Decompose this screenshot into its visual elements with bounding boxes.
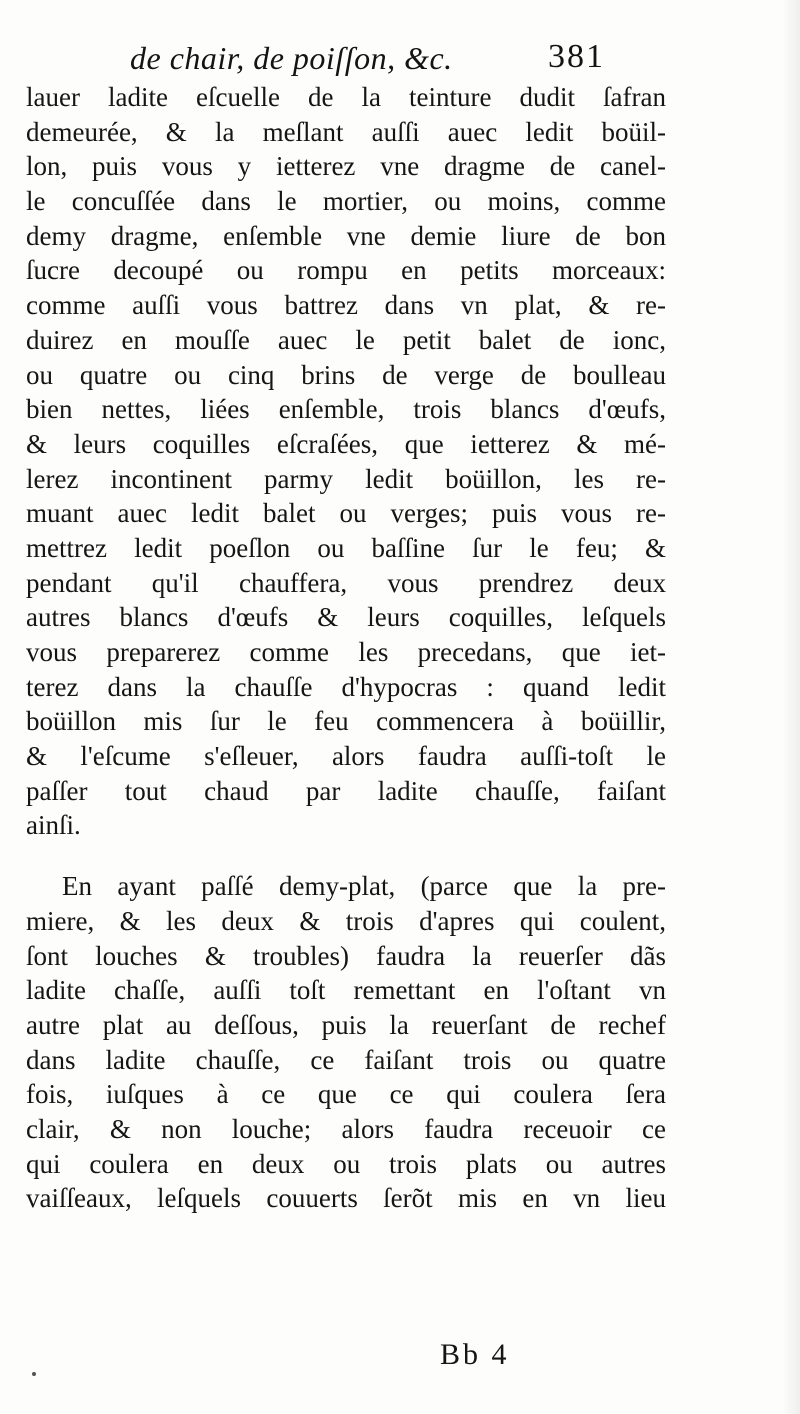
text-line: muant auec ledit balet ou verges; puis vous re-	[26, 498, 666, 529]
text-line: autres blancs d'œufs & leurs coquilles, leſquels	[26, 602, 666, 633]
ink-speck	[32, 1372, 36, 1376]
text-line: ſucre decoupé ou rompu en petits morceaux:	[26, 255, 666, 286]
text-line: duirez en mouſſe auec le petit balet de ionc,	[26, 324, 666, 355]
text-line: ſont louches & troubles) faudra la reuerſer dãs	[26, 940, 666, 971]
text-line: demy dragme, enſemble vne demie liure de bon	[26, 220, 666, 251]
text-line: pendant qu'il chauffera, vous prendrez deux	[26, 567, 666, 598]
text-line: bien nettes, liées enſemble, trois blancs d'œufs,	[26, 394, 666, 425]
text-line: vous preparerez comme les precedans, que iet-	[26, 637, 666, 667]
text-line: boüillon mis ſur le feu commencera à boüillir,	[26, 706, 666, 737]
text-line: lauer ladite eſcuelle de la teinture dudit ſafran	[26, 82, 666, 112]
text-line: autre plat au deſſous, puis la reuerſant de rechef	[26, 1009, 666, 1040]
body-text	[26, 80, 666, 1216]
text-line: ladite chaſſe, auſſi toſt remettant en l'oſtant vn	[26, 975, 666, 1006]
text-line: qui coulera en deux ou trois plats ou autres	[26, 1148, 666, 1179]
text-line: lerez incontinent parmy ledit boüillon, les re-	[26, 463, 666, 494]
paragraph-2	[26, 869, 666, 1216]
text-line: vaiſſeaux, leſquels couuerts ſerõt mis en vn lieu	[26, 1183, 666, 1214]
text-line: lon, puis vous y ietterez vne dragme de canel-	[26, 151, 666, 182]
running-title: de chair, de poiſſon, &c.	[130, 40, 453, 76]
text-line: & leurs coquilles eſcraſées, que ietterez & mé-	[26, 428, 666, 459]
text-line: fois, iuſques à ce que ce qui coulera ſera	[26, 1079, 666, 1110]
paragraph-1	[26, 80, 666, 843]
text-line: ainſi.	[26, 810, 81, 841]
signature-mark: Bb 4	[440, 1338, 510, 1371]
text-line: paſſer tout chaud par ladite chauſſe, faiſant	[26, 775, 666, 806]
text-line: mettrez ledit poeſlon ou baſſine ſur le feu; &	[26, 532, 666, 563]
text-line: & l'eſcume s'eſleuer, alors faudra auſſi-toſt le	[26, 741, 666, 772]
text-line: En ayant paſſé demy-plat, (parce que la pre-	[62, 871, 666, 902]
page-number: 381	[548, 38, 605, 75]
text-line: clair, & non louche; alors faudra receuoir ce	[26, 1113, 666, 1144]
paragraph-gap	[26, 843, 666, 869]
text-line: dans ladite chauſſe, ce faiſant trois ou quatre	[26, 1044, 666, 1075]
text-line: comme auſſi vous battrez dans vn plat, & re-	[26, 290, 666, 321]
text-line: demeurée, & la meſlant auſſi auec ledit boüil-	[26, 116, 666, 147]
text-line: terez dans la chauſſe d'hypocras : quand ledit	[26, 671, 666, 702]
text-line: ou quatre ou cinq brins de verge de boulleau	[26, 359, 666, 390]
text-line: miere, & les deux & trois d'apres qui coulent,	[26, 905, 666, 936]
page-edge-shadow	[782, 0, 800, 1414]
text-line: le concuſſée dans le mortier, ou moins, comme	[26, 186, 666, 217]
